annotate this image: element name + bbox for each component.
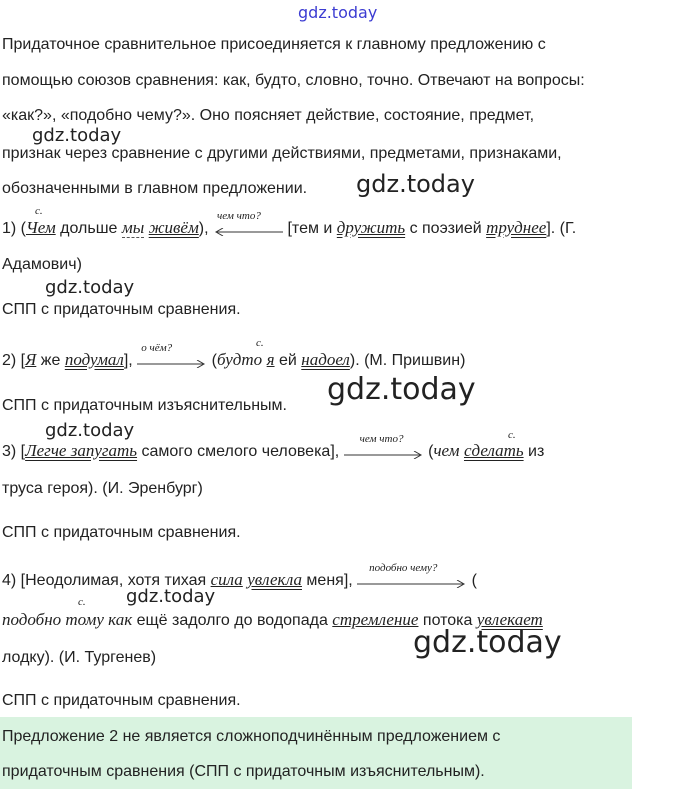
s1-subject: мы	[121, 218, 145, 237]
s3-conjunction: чем	[433, 441, 460, 460]
watermark: gdz.today	[356, 170, 475, 198]
result-4: СПП с придаточным сравнения.	[2, 692, 241, 709]
s4-c-mark: с.	[78, 596, 86, 608]
result-2: СПП с придаточным изъяснительным.	[2, 397, 287, 414]
s2-subject-2: я	[266, 350, 275, 369]
sentence-4-line-1: 4) [Неодолимая, хотя тихая сила увлекла меня], подобно чему? (	[2, 561, 477, 589]
conclusion-line-1: Предложение 2 не является сложноподчинённым предложением с	[2, 728, 501, 745]
s1-c-mark: с.	[35, 205, 43, 217]
sentence-3-line-1: 3) [Легче запугать самого смелого человека], чем что? (чем сделать из	[2, 432, 545, 460]
s1-predicate-2: дружить	[336, 218, 406, 237]
watermark: gdz.today	[45, 277, 135, 298]
intro-line-1: Придаточное сравнительное присоединяется к главному предложению с	[2, 36, 546, 53]
sentence-1-line-2: Адамович)	[2, 256, 82, 273]
s1-question-arrow	[213, 209, 283, 236]
watermark: gdz.today	[32, 125, 122, 146]
watermark: gdz.today	[413, 625, 562, 660]
s4-question-arrow	[357, 561, 467, 588]
sentence-2: 2) [Я же подумал], о чём? (будто я ей надоел). (М. Пришвин)	[2, 341, 466, 369]
s4-subject: сила	[210, 570, 243, 589]
sentence-3-line-2: труса героя). (И. Эренбург)	[2, 480, 203, 497]
s2-question-arrow	[137, 341, 207, 368]
s1-conjunction: Чем	[26, 218, 56, 237]
intro-line-5: обозначенными в главном предложении.	[2, 180, 308, 197]
s2-conjunction: будто	[216, 350, 263, 369]
sentence-4-line-2: подобно тому как ещё задолго до водопада стремление потока увлекает	[2, 610, 543, 629]
s1-predicate: живём	[148, 218, 199, 237]
s2-predicate: подумал	[64, 350, 124, 369]
s1-predicate-3: труднее	[486, 218, 547, 237]
sentence-4-line-3: лодку). (И. Тургенев)	[2, 649, 157, 666]
watermark-top: gdz.today	[298, 3, 378, 22]
s2-c-mark: с.	[256, 337, 264, 349]
s2-question: о чём?	[141, 341, 173, 354]
s4-predicate-2: увлекает	[476, 610, 543, 629]
s4-predicate: увлекла	[247, 570, 302, 589]
watermark: gdz.today	[126, 586, 216, 607]
watermark: gdz.today	[45, 420, 135, 441]
watermark: gdz.today	[327, 372, 476, 407]
intro-line-4: признак через сравнение с другими действиями, предметами, признаками,	[2, 145, 562, 162]
result-1: СПП с придаточным сравнения.	[2, 301, 241, 318]
s1-question: чем что?	[217, 209, 261, 222]
result-3: СПП с придаточным сравнения.	[2, 524, 241, 541]
s3-predicate-2: сделать	[463, 441, 524, 460]
sentence-1-line-1: 1) (Чем дольше мы живём), чем что? [тем и дружить с поэзией труднее]. (Г.	[2, 209, 577, 237]
s2-subject: Я	[25, 350, 37, 369]
intro-line-2: помощью союзов сравнения: как, будто, словно, точно. Отвечают на вопросы:	[2, 72, 585, 89]
s4-question: подобно чему?	[369, 561, 438, 574]
s3-question: чем что?	[359, 432, 404, 445]
intro-line-3: «как?», «подобно чему?». Оно поясняет действие, состояние, предмет,	[2, 107, 535, 124]
conclusion-line-2: придаточным сравнения (СПП с придаточным изъяснительным).	[2, 763, 485, 780]
s3-question-arrow	[344, 432, 424, 459]
s3-c-mark: с.	[508, 429, 516, 441]
s4-subject-2: стремление	[332, 610, 419, 629]
s4-conjunction: подобно тому как	[2, 610, 133, 629]
s3-predicate: Легче запугать	[25, 441, 138, 460]
s2-predicate-2: надоел	[301, 350, 350, 369]
